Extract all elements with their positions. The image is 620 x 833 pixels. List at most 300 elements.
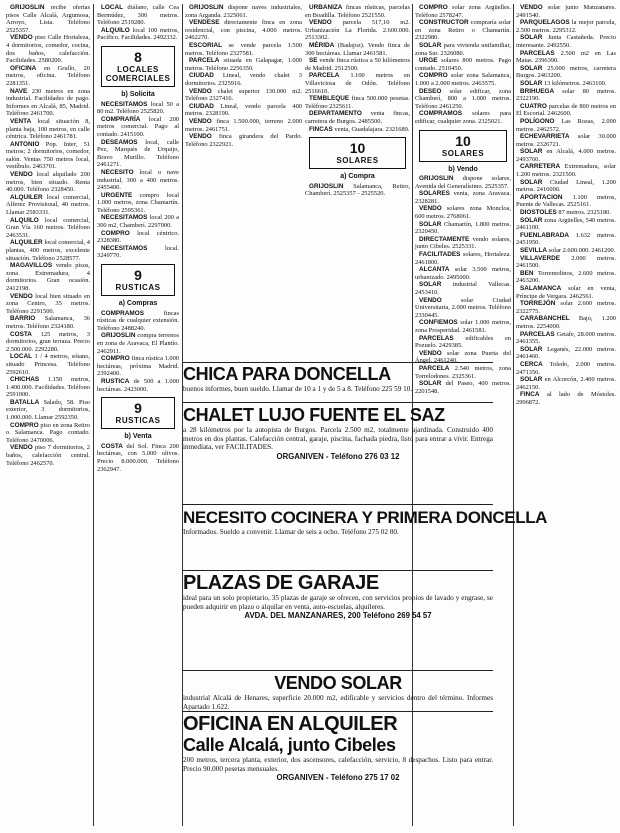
ad-text: directamente finca en zona residencial, con piscina, 4.000 metros. 2462270. — [185, 19, 302, 42]
classified-column-2 — [97, 4, 179, 826]
classified-ad — [415, 57, 511, 72]
classified-ad — [415, 72, 511, 87]
ad-keyword: COMPRO — [101, 229, 130, 237]
classified-column-3 — [185, 4, 302, 359]
ad-text: parcelas de 800 metros en El Escorial. 2462600. — [516, 102, 616, 118]
classified-ad — [516, 118, 616, 133]
ad-text: Bajo, 1.200 metros. 2254000. — [516, 315, 616, 330]
ad-text: Ciudad Lineal, 1.200 metros. 2416000. — [516, 178, 616, 194]
ad-keyword: CERCA — [520, 360, 543, 368]
classified-ad — [185, 57, 302, 72]
ad-footer: ORGANIVEN - Teléfono 275 17 02 — [276, 773, 400, 783]
ad-text: al lado de Móstoles. 2996872. — [516, 391, 616, 406]
ad-keyword: VENDO — [419, 205, 442, 213]
classified-column-6 — [516, 4, 616, 826]
classified-ad — [185, 19, 302, 42]
ad-keyword: SOLAR — [520, 148, 543, 156]
classified-ad — [516, 50, 616, 65]
ad-footer: AVDA. DEL MANZANARES, 200 Teléfono 269 54 57 — [244, 611, 432, 621]
classified-ad — [305, 4, 410, 19]
section-label: LOCALES COMERCIALES — [105, 64, 171, 83]
ad-text: diáfano, calle Cea Bermúdez, 300 metros. Teléfono 2519280. — [97, 4, 179, 27]
ad-text: solar 80 metros. 2322190. — [516, 87, 616, 103]
ad-keyword: SEVILLA — [520, 247, 547, 254]
ad-text: Salamanca, 36 metros. Teléfono 2324180. — [6, 315, 90, 330]
ad-text: Lineal, vendo chalet 3 dormitorios. 2325916. — [185, 72, 302, 87]
ad-keyword: URGENTE — [101, 191, 133, 199]
ad-text: Lineal, vendo parcela 400 metros. 2328190. — [185, 102, 302, 118]
classified-ad — [97, 378, 179, 393]
section-header — [101, 264, 175, 296]
ad-text: en Alcorcón, 2.400 metros. 2462150. — [516, 376, 616, 391]
classified-ad — [6, 4, 90, 34]
classified-ad — [6, 262, 90, 292]
classified-ad — [97, 192, 179, 215]
ad-body: industrial Alcalá de Henares, superficie 20.000 m2, edificable y servicios dentro del término. Informes Apartado 1.622. — [183, 694, 493, 711]
ad-headline: PLAZAS DE GARAJE — [183, 572, 379, 594]
ad-keyword: VENDO — [419, 349, 442, 357]
classified-ad — [6, 399, 90, 422]
ad-body: 200 metros, tercera planta, exterior, dos ascensores, calefacción, servicio, 8 despachos. Listo para entrar. Precio 90.000 pesetas mensuales. — [183, 756, 493, 773]
section-number: 9 — [134, 267, 142, 284]
ad-text: local 50 a 80 m2. Teléfono 2525820. — [97, 100, 179, 116]
classified-ad — [415, 190, 511, 205]
ad-body: ideal para un solo propietario, 35 plazas de garaje se ofrecen, con servicios propios de lavado y engrase, se pueden adquirir en plazo o alquilar en venta, auto-escuelas, alquileres. — [183, 594, 493, 611]
classified-ad — [6, 293, 90, 316]
classified-ad — [6, 141, 90, 171]
ad-keyword: ESCORIAL — [189, 41, 223, 49]
ad-keyword: SOLARES — [419, 190, 450, 198]
ad-text: solar 3.500 metros, urbanizado. 2495000. — [415, 266, 511, 281]
section-subheading: b) Venta — [124, 433, 152, 441]
classified-ad — [516, 88, 616, 103]
classified-ad — [415, 110, 511, 125]
ad-text: 1.100 metros en Villaviciosa de Odón. Teléfono 2516610. — [305, 72, 410, 95]
ad-keyword: CONSTRUCTOR — [419, 19, 469, 27]
classified-ad — [185, 72, 302, 87]
ad-keyword: SOLAR — [520, 79, 543, 87]
section-header — [419, 130, 507, 162]
ad-keyword: COMPRARÍA — [101, 115, 141, 123]
ad-keyword: SOLAR — [520, 216, 543, 224]
section-subheading: a) Compra — [340, 173, 375, 181]
ad-keyword: COMPRO — [10, 421, 39, 429]
section-number: 10 — [349, 140, 366, 157]
ad-text: de 500 a 1.000 hectáreas. 2423000. — [97, 377, 179, 393]
ad-keyword: ALQUILO — [101, 26, 130, 34]
ad-text: 13 kilómetros. 2463100. — [543, 79, 607, 87]
ad-body: Informados. Sueldo a convenir. Llamar de seis a ocho. Teléfono 275 02 80. — [183, 528, 399, 536]
section-subheading: b) Solicita — [121, 90, 155, 98]
section-subheading: b) Vendo — [448, 165, 478, 173]
ad-text: Chamartín, 1.800 metros. 2320450. — [415, 220, 511, 236]
ad-text: solar junto Manzanares. 2491540. — [516, 4, 616, 19]
ad-keyword: SOLAR — [419, 41, 442, 49]
ad-text: (Badajoz). Vendo finca de 300 hectáreas. Llamar 2461581. — [305, 41, 410, 57]
ad-headline: NECESITO COCINERA Y PRIMERA DONCELLA — [183, 508, 548, 527]
ad-text: Leganés, 22.000 metros. 2461460. — [516, 345, 616, 361]
ad-text: 230 metros en zona industrial. Facilidades de pago. Informes en Alcalá, 85, Madrid. Teléfono 2461700. — [6, 87, 90, 118]
classified-ad — [97, 245, 179, 260]
classified-ad — [6, 171, 90, 194]
classified-column-4 — [305, 4, 410, 359]
ad-keyword: FACILITADES — [419, 251, 461, 259]
ad-footer: ORGANIVEN - Teléfono 276 03 12 — [276, 451, 400, 461]
ad-text: local 200 metros comercial. Pago al contado. 2415100. — [97, 115, 179, 138]
ad-text: vendo solares, junto Cibeles. 2525331. — [415, 235, 511, 251]
ad-text: local céntrico. 2328380. — [97, 229, 179, 245]
classified-ad — [516, 148, 616, 163]
ad-text: finca 500.000 pesetas. Teléfono 2325611. — [305, 95, 410, 110]
ad-keyword: CARRETERA — [520, 163, 561, 171]
display-ad-4 — [183, 573, 493, 668]
classified-ad — [97, 332, 179, 355]
ad-keyword: GRIJOSLIN — [419, 175, 454, 183]
ad-keyword: PARCELA — [189, 57, 220, 65]
ad-text: solar 2.600 metros. 2322775. — [516, 300, 616, 315]
classified-ad — [305, 126, 410, 134]
ad-keyword: SALAMANCA — [520, 284, 562, 292]
ad-text: piso 7 dormitorios, 2 baños, calefacción central. Teléfono 2462570. — [6, 444, 90, 467]
ad-keyword: DESEO — [419, 87, 442, 95]
ad-keyword: SOLAR — [520, 345, 543, 353]
classified-ad — [305, 19, 410, 42]
ad-text: venta, zona Aravaca. 2328281. — [415, 190, 511, 205]
display-ad-3 — [183, 507, 548, 567]
ad-keyword: POLÍGONO — [520, 117, 555, 125]
classified-ad — [516, 247, 616, 255]
classified-ad — [305, 42, 410, 57]
classified-ad — [6, 194, 90, 217]
ad-keyword: VENDO — [10, 171, 33, 179]
ad-keyword: VENDO — [520, 4, 543, 11]
classified-ad — [6, 239, 90, 262]
ad-keyword: DIOSTOLES — [520, 209, 557, 217]
ad-keyword: LOCAL — [10, 353, 33, 361]
ad-text: 87 metros. 2325180. — [558, 209, 611, 217]
ad-keyword: CUATRO — [520, 102, 547, 110]
ad-text: piso Calle Hortaleza, 4 dormitorios, comedor, cocina, dos baños, calefacción. Facilidades. 2580200. — [6, 34, 90, 65]
display-ad-6 — [183, 714, 493, 824]
classified-ad — [97, 355, 179, 378]
ad-text: 1.632 metros. 2451950. — [516, 231, 616, 247]
classified-ad — [516, 376, 616, 391]
classified-ad — [516, 80, 616, 88]
ad-text: solar edificar, zona Chamberí, 800 a 1.000 metros. Teléfono 2461250. — [415, 87, 511, 110]
classified-ad — [97, 4, 179, 27]
ad-keyword: MAGAVILLOS — [10, 262, 53, 270]
ad-text: solar zona Puerta del Ángel. 2461240. — [415, 349, 511, 365]
classified-ad — [516, 361, 616, 376]
ad-text: 2.000 metros. 2461500. — [516, 254, 616, 270]
section-label: SOLARES — [336, 156, 379, 166]
ad-keyword: FUENLABRADA — [520, 231, 569, 239]
ad-text: venta fincas, carretera de Burgos. 2485500. — [305, 110, 410, 125]
classified-ad — [516, 194, 616, 209]
ad-keyword: SOLAR — [520, 376, 543, 384]
ad-text: solar zona Salamanca, 1.000 a 2.000 metros. 2463575. — [415, 72, 511, 87]
ad-text: piso en zona Retiro o Salamanca. Pago contado. Teléfono 2470006. — [6, 421, 90, 444]
section-label: RUSTICAS — [115, 416, 161, 426]
ad-text: local comercial, Alferez Provisional, 40 metros. Llamar 2583331. — [6, 193, 90, 217]
classified-ad — [97, 214, 179, 229]
ad-keyword: COSTA — [10, 330, 32, 338]
ad-keyword: DEPARTAMENTO — [309, 110, 362, 118]
ad-text: Toledo, 2.000 metros. 2471356. — [516, 360, 616, 376]
classified-ad — [6, 118, 90, 141]
ad-keyword: ALQUILO — [10, 216, 39, 224]
classified-ad — [415, 335, 511, 350]
ad-text: Getafe, 28.000 metros. 2461355. — [516, 330, 616, 346]
ad-headline: CHALET LUJO FUENTE EL SAZ — [183, 405, 445, 425]
ad-text: solares zona Moncloa, 600 metros. 2768061. — [415, 205, 511, 221]
ad-keyword: VENDO — [309, 19, 332, 27]
section-label: SOLARES — [441, 148, 485, 158]
ad-keyword: TEMBLEQUE — [309, 95, 350, 103]
ad-keyword: GRIJOSLIN — [189, 4, 224, 11]
ad-keyword: FINCAS — [309, 125, 333, 133]
ad-text: finca 1.500.000, terreno 2.000 metros. 2461751. — [185, 117, 302, 133]
ad-keyword: VENDO — [189, 87, 212, 95]
classified-ad — [305, 183, 410, 198]
ad-text: la mejor parcela, 2.500 metros. 2295312. — [516, 19, 616, 34]
ad-text: local 200 a 300 m2, Chamberí. 2297000. — [97, 214, 179, 230]
display-ad-2 — [183, 405, 493, 502]
ad-keyword: SOLAR — [419, 281, 442, 289]
ad-keyword: URBANIZA — [309, 4, 343, 11]
ad-text: local 100 metros, Pacífico. Facilidades. 2492332. — [97, 26, 179, 42]
classified-ad — [6, 315, 90, 330]
ad-keyword: ALQUILER — [10, 239, 43, 247]
ad-keyword: DIRECTAMENTE — [419, 235, 470, 243]
classified-column-1 — [6, 4, 90, 826]
classified-ad — [305, 57, 410, 72]
ad-keyword: VILLAVERDE — [520, 254, 561, 262]
ad-text: fincas rústicas, parcelas en Boadilla. Teléfono 2521550. — [305, 4, 410, 19]
classified-ad — [185, 4, 302, 19]
ad-keyword: MÉRIDA — [309, 41, 335, 49]
ad-text: chalet superior 130.000 m2. Teléfono 2327416. — [185, 87, 302, 103]
ad-keyword: VENDO — [419, 296, 442, 304]
ad-text: compro local 1.000 metros, zona Chamartín. Teléfono 2595361. — [97, 191, 179, 214]
ad-text: 1 / 4 metros, sótano, situado Princesa. Teléfono 2592610. — [6, 353, 90, 376]
ad-text: dispone solares, Avenida del Generalísimo. 2525357. — [415, 175, 511, 190]
ad-text: en Grullo, 20 metros, oficina. Teléfono 2281351. — [6, 64, 90, 87]
classified-ad — [185, 133, 302, 148]
ad-keyword: VENDESE — [189, 19, 220, 27]
classified-ad — [516, 232, 616, 247]
classified-ad — [6, 34, 90, 64]
ad-keyword: SOLAR — [419, 220, 442, 228]
ad-text: local o nave industrial, 300 a 400 metros. 2455400. — [97, 168, 179, 192]
ad-text: 2.540 metros, zona Torrelodones. 2325361. — [415, 364, 511, 380]
ad-text: solar 1.000 metros, zona Prosperidad. 2461581. — [415, 319, 511, 334]
ad-keyword: DESEAMOS — [101, 138, 138, 146]
section-header — [101, 397, 175, 429]
ad-keyword: COMPRAMOS — [419, 110, 462, 118]
ad-text: industrial Vallecas. 2453410. — [415, 281, 511, 296]
section-header — [101, 46, 175, 87]
classified-ad — [97, 310, 179, 333]
classified-ad — [185, 103, 302, 118]
ad-keyword: ALQUILER — [10, 193, 43, 201]
ad-text: del Sol. Finca 200 hectáreas, con 5.000 olivos. Precio 8.000.000. Teléfono 2362947. — [97, 442, 179, 473]
ad-text: Las Rozas, 2.000 metros. 2462572. — [516, 117, 616, 133]
classified-ad — [6, 331, 90, 354]
ad-text: fincas rústicas de cualquier extensión. Teléfono 2488240. — [97, 309, 179, 332]
classified-ad — [516, 391, 616, 406]
ad-text: Pop. Inter, 51 metros; 2 dormitorios, comedor, salón. Ventas 750 metros local, vestíbulo. 2463701. — [6, 140, 90, 171]
ad-keyword: SE — [309, 57, 318, 65]
ad-keyword: BARRIO — [10, 315, 36, 323]
ad-keyword: GRIJOSLIN — [10, 4, 45, 11]
ad-keyword: VENTA — [10, 117, 32, 125]
ad-text: solares, Hortaleza. 2461800. — [415, 251, 511, 266]
classified-ad — [516, 163, 616, 178]
ad-keyword: LOCAL — [101, 4, 124, 11]
ad-headline: OFICINA EN ALQUILER — [183, 713, 398, 735]
ad-text: del Paseo, 400 metros. 2201548. — [415, 380, 511, 395]
ad-keyword: GRIJOSLIN — [309, 182, 344, 190]
classified-ad — [516, 346, 616, 361]
ad-keyword: NECESITAMOS — [101, 100, 148, 108]
section-label: RUSTICAS — [115, 283, 161, 293]
ad-keyword: NECESITO — [101, 168, 134, 176]
classified-ad — [97, 116, 179, 139]
ad-keyword: OFICINA — [10, 64, 37, 72]
classified-ad — [415, 42, 511, 57]
ad-keyword: PARCELA — [309, 72, 340, 80]
classified-ad — [185, 88, 302, 103]
ad-headline: VENDO SOLAR — [274, 673, 402, 693]
section-number: 10 — [455, 132, 471, 149]
ad-text: Salamanca, Retiro, Chamberí. 2525357 - 2525520. — [305, 182, 410, 198]
ad-text: dispone naves industriales, zona Arganda. 2325061. — [185, 4, 302, 19]
ad-text: 2.500 m2 en Las Matas. 2396390. — [516, 49, 616, 65]
ad-keyword: CHICHAS — [10, 376, 40, 384]
ad-subheadline: Calle Alcalá, junto Cibeles — [183, 735, 396, 755]
ad-keyword: COMPRAMOS — [101, 309, 144, 317]
ad-text: finca rústica 1.000 hectáreas, próxima Madrid. 2392400. — [97, 355, 179, 378]
ad-text: se vende parcela 1.500 metros. Teléfono 2327581. — [185, 41, 302, 57]
ad-keyword: SOLAR — [520, 178, 543, 186]
ad-text: Junta Castañeda. Precio interesante. 2492550. — [516, 34, 616, 49]
classified-ad — [97, 27, 179, 42]
classified-ad — [97, 139, 179, 169]
ad-keyword: VENDO — [10, 34, 33, 42]
classified-ad — [516, 255, 616, 270]
ad-text: local comercial, 4 plantas, 400 metros, excelente situación. Teléfono 2528577. — [6, 239, 90, 262]
classified-ad — [97, 443, 179, 473]
section-subheading: a) Compras — [118, 300, 158, 308]
section-number: 8 — [134, 48, 142, 65]
ad-text: Extremadura, solar 1.200 metros. 2321500. — [516, 163, 616, 179]
classified-ad — [516, 133, 616, 148]
ad-keyword: COMPRO — [419, 4, 448, 11]
ad-keyword: APORTACION — [520, 193, 563, 201]
classified-ad — [97, 101, 179, 116]
classified-ad — [97, 169, 179, 192]
classified-ad — [415, 221, 511, 236]
ad-keyword: NECESITAMOS — [101, 214, 148, 222]
classified-ad — [516, 34, 616, 49]
ad-text: 1.150 metros, 1.400.000. Facilidades. Teléfono 2591000. — [6, 376, 90, 399]
ad-keyword: ECHEVARRIETA — [520, 133, 570, 141]
classified-ad — [415, 205, 511, 220]
ad-keyword: SOLAR — [520, 34, 543, 42]
classified-ad — [516, 315, 616, 330]
classified-ad — [305, 72, 410, 95]
ad-keyword: VENDO — [10, 292, 33, 300]
ad-text: compraría solar en zona Retiro o Chamartín. 2322980. — [415, 19, 511, 42]
classified-ad — [6, 353, 90, 376]
ad-keyword: NAVE — [10, 87, 28, 95]
classified-ad — [516, 4, 616, 19]
classified-ad — [415, 236, 511, 251]
ad-body: buenos informes, buen sueldo. Llamar de 10 a 1 y de 5 a 8. Teléfono 225 59 10. — [183, 385, 413, 393]
ad-text: local. 3249770. — [97, 244, 179, 260]
ad-text: 125 metros, 3 dormitorios, gran terraza. Precio 2.500.000. 2292280. — [6, 330, 90, 353]
classified-ad — [6, 376, 90, 399]
classified-ad — [415, 4, 511, 19]
display-ad-1 — [183, 364, 493, 400]
ad-text: solares 800 metros. Pago contado. 2510450. — [415, 57, 511, 72]
ad-text: solar Ciudad Universitaria, 2.000 metros. Teléfono 2330445. — [415, 296, 511, 319]
ad-keyword: PARCELAS — [419, 334, 454, 342]
classified-ad — [415, 266, 511, 281]
ad-text: zona Argüelles, 540 metros. 2461100. — [516, 216, 616, 232]
classified-ad — [516, 217, 616, 232]
ad-keyword: BATALLA — [10, 398, 40, 406]
classified-ad — [516, 209, 616, 217]
column-rule — [93, 4, 94, 826]
classified-ad — [516, 103, 616, 118]
ad-text: solares para edificar, cualquier zona. 2325021. — [415, 110, 511, 125]
ad-text: compra terrenos en zona de Aravaca, El Plantío. 2462911. — [97, 332, 179, 355]
ad-text: solar 2.600.000. 2461200. — [548, 247, 616, 254]
classified-ad — [516, 270, 616, 285]
ad-text: local alquilado 200 metros, bien situado. Renta 40.000. Teléfono 2328450. — [6, 171, 90, 194]
classified-ad — [415, 175, 511, 190]
ad-headline: CHICA PARA DONCELLA — [183, 364, 391, 384]
ad-keyword: CIUDAD — [189, 102, 214, 110]
ad-keyword: URGE — [419, 57, 438, 65]
classified-ad — [516, 19, 616, 34]
ad-keyword: PARQUELAGOS — [520, 19, 570, 27]
ad-keyword: TORREJÓN — [520, 300, 556, 308]
classified-ad — [516, 65, 616, 80]
ad-text: solar en venta, Príncipe de Vergara. 2462561. — [516, 284, 616, 300]
classified-ad — [185, 118, 302, 133]
ad-text: finca girandera del Pardo. Teléfono 2322921. — [185, 133, 302, 148]
classified-ad — [6, 217, 90, 240]
ad-keyword: COMPRO — [419, 72, 448, 80]
ad-keyword: GRIJOSLIN — [101, 332, 136, 340]
ad-keyword: PARCELAS — [520, 49, 555, 57]
classified-ad — [516, 179, 616, 194]
classified-ad — [516, 300, 616, 315]
ad-text: local comercial, Gran Vía 160 metros. Teléfono 2463531. — [6, 216, 90, 239]
ad-keyword: VENDO — [189, 133, 212, 141]
ad-text: recibe ofertas pisos Calle Alcalá, Argumosa, Arroyo, Lista. Teléfono 2525357. — [6, 4, 90, 34]
ad-text: para vivienda unifamiliar, zona Sur. 2326080. — [415, 41, 511, 57]
display-ad-5 — [183, 673, 493, 709]
ad-keyword: ANTONIO — [10, 140, 40, 148]
classified-ad — [185, 42, 302, 57]
ad-text: situada en Galapagar, 1.000 metros. Teléfono 2256350. — [185, 57, 302, 72]
ad-keyword: BRIHUEGA — [520, 87, 555, 95]
ad-text: 1.100 metros, Puente de Vallecas. 2525161. — [516, 193, 616, 209]
